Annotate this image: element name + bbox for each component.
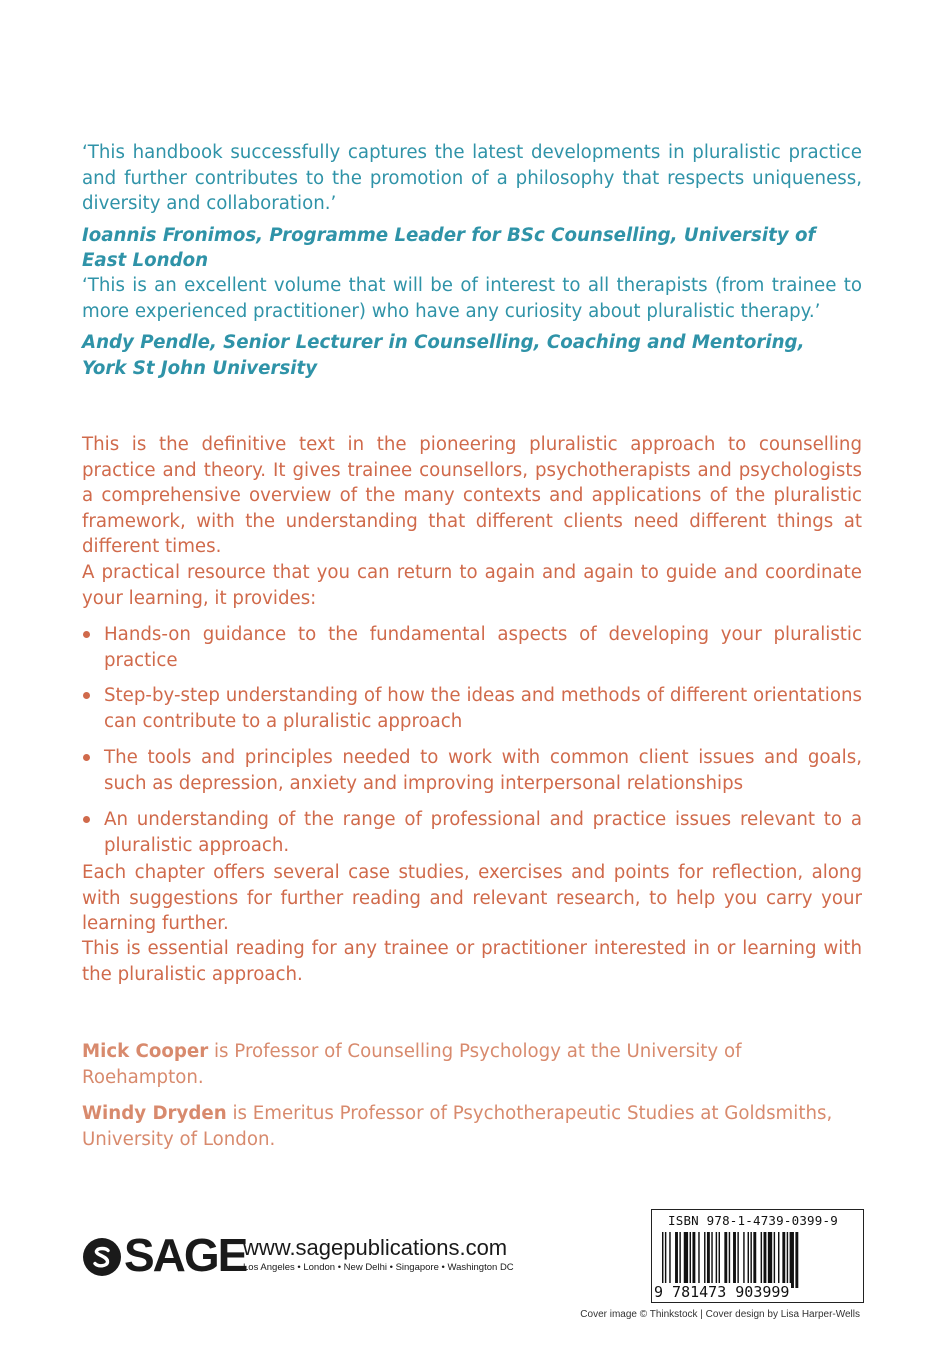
barcode-bar (698, 1232, 699, 1288)
list-item-text: An understanding of the range of professional and practice issues relevant to a pluralistic approach. (104, 809, 862, 856)
author-bio (82, 1039, 862, 1090)
barcode-bar (675, 1232, 678, 1288)
endorsement-attribution: Ioannis Fronimos, Programme Leader for BSc Counselling, University of East London (82, 224, 816, 271)
author-description: is Professor of Counselling Psychology at the University of Roehampton. (82, 1041, 742, 1088)
barcode-bars (660, 1232, 856, 1288)
isbn-label: ISBN 978-1-4739-0399-9 (668, 1213, 838, 1228)
author-name: Mick Cooper (82, 1041, 209, 1062)
bullet-icon (83, 692, 90, 699)
barcode-bar (704, 1232, 705, 1288)
barcode-bar (690, 1232, 691, 1288)
barcode-bar (733, 1232, 736, 1288)
barcode-bar (692, 1232, 695, 1288)
cover-credit: Cover image © Thinkstock | Cover design by Lisa Harper-Wells (580, 1309, 860, 1320)
barcode-bar (679, 1232, 680, 1288)
barcode-bar (737, 1232, 738, 1288)
author-description: is Emeritus Professor of Psychotherapeutic Studies at Goldsmiths, University of London. (82, 1103, 833, 1150)
barcode-bar (790, 1232, 794, 1288)
list-item-text: Hands-on guidance to the fundamental aspects of developing your pluralistic practice (104, 624, 862, 671)
barcode-number: 9 781473 903999 (654, 1283, 790, 1301)
essential-paragraph: This is essential reading for any trainee or practitioner interested in or learning with the pluralistic approach. (82, 938, 862, 985)
endorsement-2 (82, 273, 862, 381)
barcode-bar (778, 1232, 779, 1288)
bullet-icon (83, 631, 90, 638)
publisher-logo: SAGE (124, 1229, 247, 1281)
description-intro (82, 432, 862, 560)
chapters-paragraph: Each chapter offers several case studies, exercises and points for reflection, along with suggestions for further reading and relevant research, to help you carry your learning further. (82, 862, 862, 934)
bullet-icon (83, 816, 90, 823)
barcode-bar (761, 1232, 762, 1288)
barcode-digits (652, 1283, 791, 1301)
endorsement-attribution: Andy Pendle, Senior Lecturer in Counselling, Coaching and Mentoring, (82, 332, 805, 353)
description-chapters (82, 860, 862, 937)
barcode-bar (750, 1232, 751, 1288)
barcode-bar (711, 1232, 712, 1288)
barcode-bar (774, 1232, 775, 1288)
resource-paragraph: A practical resource that you can return to again and again to guide and coordinate your learning, it provides: (82, 562, 862, 609)
endorsement-quote: ‘This handbook successfully captures the latest developments in pluralistic practice and further contributes to the promotion of a philosophy that respects uniqueness, diversity and collaboration.’ (82, 142, 862, 214)
barcode-bar (753, 1232, 756, 1288)
description-essential (82, 936, 862, 987)
author-bio (82, 1101, 862, 1152)
sage-logo-icon (82, 1237, 122, 1277)
barcode-bar (768, 1232, 772, 1288)
list-item (82, 745, 862, 796)
barcode-bar (662, 1232, 663, 1288)
list-item (82, 807, 862, 858)
barcode-bar (669, 1232, 670, 1288)
intro-paragraph: This is the definitive text in the pioneering pluralistic approach to counselling practice and theory. It gives trainee counsellors, psychotherapists and psychologists a comprehensive overview of the many contexts and applications of the pluralistic framework, with the understanding that different clients need different things at different times. (82, 434, 862, 557)
endorsement-1 (82, 140, 862, 274)
barcode-bar (787, 1232, 788, 1288)
publisher-url[interactable]: www.sagepublications.com (243, 1235, 508, 1260)
list-item-text: Step-by-step understanding of how the ideas and methods of different orientations can contribute to a pluralistic approach (104, 685, 862, 732)
barcode-bar (729, 1232, 730, 1288)
barcode-bar (764, 1232, 767, 1288)
barcode (651, 1209, 864, 1303)
barcode-bar (719, 1232, 720, 1288)
endorsement-attribution-line2: York St John University (82, 357, 318, 379)
barcode-bar (743, 1232, 744, 1288)
barcode-bar (707, 1232, 710, 1288)
list-item-text: The tools and principles needed to work with common client issues and goals, such as depression, anxiety and improving interpersonal relationships (104, 747, 862, 794)
barcode-bar (724, 1232, 727, 1288)
barcode-bar (716, 1232, 717, 1288)
barcode-bar (684, 1232, 688, 1288)
description-resource (82, 560, 862, 611)
endorsement-quote: ‘This is an excellent volume that will be of interest to all therapists (from trainee to more experienced practitioner) who have any curiosity about pluralistic therapy.’ (82, 275, 862, 322)
feature-list (82, 622, 862, 858)
barcode-bar (665, 1232, 666, 1288)
list-item (82, 683, 862, 734)
list-item (82, 622, 862, 673)
bullet-icon (83, 754, 90, 761)
publisher-cities: Los Angeles • London • New Delhi • Singapore • Washington DC (243, 1262, 514, 1273)
barcode-bar (795, 1232, 798, 1288)
barcode-bar (782, 1232, 785, 1288)
author-name: Windy Dryden (82, 1103, 227, 1124)
barcode-bar (748, 1232, 749, 1288)
author-bios (82, 1039, 862, 1152)
